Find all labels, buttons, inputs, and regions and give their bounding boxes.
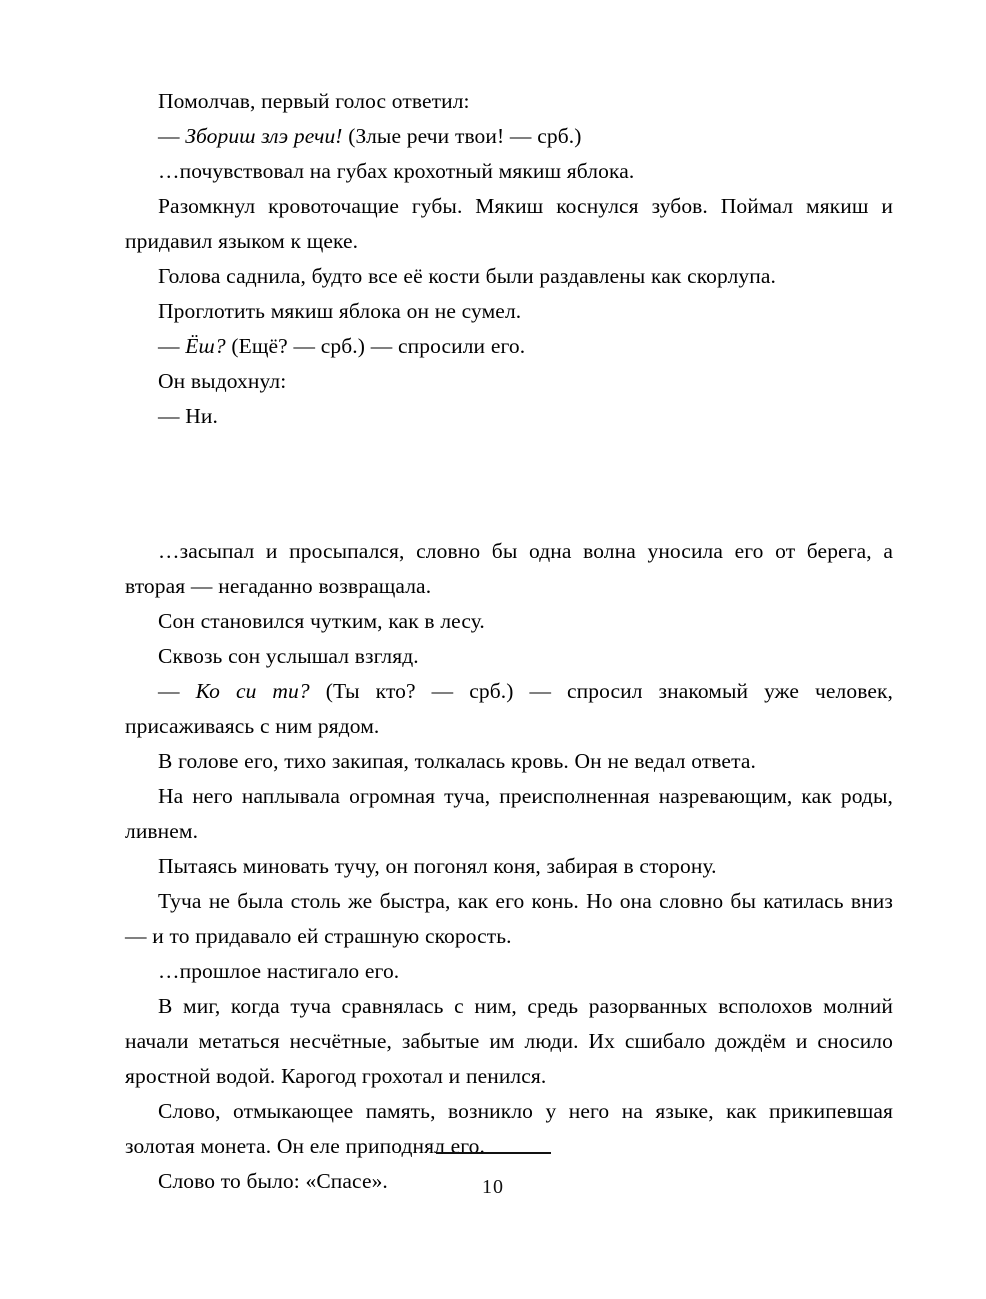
footer-divider-rule <box>436 1152 551 1154</box>
text-run: На него наплывала огромная туча, преисполненная назревающим, как роды, ливнем. <box>125 784 893 843</box>
text-run: Разомкнул кровоточащие губы. Мякиш коснулся зубов. Поймал мякиш и придавил языком к щеке. <box>125 194 893 253</box>
paragraph <box>125 259 893 294</box>
text-run: …засыпал и просыпался, словно бы одна волна уносила его от берега, а вторая — негаданно возвращала. <box>125 539 893 598</box>
page-footer <box>0 1152 986 1198</box>
paragraph <box>125 989 893 1094</box>
paragraph <box>125 84 893 119</box>
text-run: — <box>158 124 186 148</box>
text-run: — <box>158 334 186 358</box>
paragraph <box>125 294 893 329</box>
italic-phrase: Ёш? <box>185 334 226 358</box>
paragraph <box>125 534 893 604</box>
paragraph <box>125 364 893 399</box>
paragraph <box>125 189 893 259</box>
paragraph-dialogue-serbian <box>125 119 893 154</box>
text-run: (Злые речи твои! — срб.) <box>342 124 582 148</box>
text-run: Сон становился чутким, как в лесу. <box>158 609 485 633</box>
text-run: В голове его, тихо закипая, толкалась кровь. Он не ведал ответа. <box>158 749 756 773</box>
text-run: …прошлое настигало его. <box>158 959 400 983</box>
scene-break <box>125 434 893 534</box>
text-run: Он выдохнул: <box>158 369 287 393</box>
page-number: 10 <box>482 1176 504 1198</box>
text-section-two <box>125 534 893 1199</box>
text-run: — <box>158 679 196 703</box>
italic-phrase: Збориш злэ речи! <box>185 124 343 148</box>
paragraph <box>125 779 893 849</box>
paragraph-dialogue-serbian <box>125 674 893 744</box>
text-run: Слово, отмыкающее память, возникло у него на языке, как прикипевшая золотая монета. Он еле приподнял его. <box>125 1099 893 1158</box>
paragraph <box>125 884 893 954</box>
text-run: В миг, когда туча сравнялась с ним, средь разорванных всполохов молний начали метаться несчётные, забытые им люди. Их сшибало дождём и сносило яростной водой. Карогод грохотал и пенился. <box>125 994 893 1088</box>
paragraph <box>125 154 893 189</box>
paragraph <box>125 744 893 779</box>
paragraph <box>125 604 893 639</box>
paragraph <box>125 639 893 674</box>
text-run: (Ещё? — срб.) — спросили его. <box>225 334 526 358</box>
paragraph <box>125 849 893 884</box>
text-run: Сквозь сон услышал взгляд. <box>158 644 419 668</box>
text-run: Пытаясь миновать тучу, он погонял коня, забирая в сторону. <box>158 854 717 878</box>
paragraph <box>125 954 893 989</box>
text-run: …почувствовал на губах крохотный мякиш яблока. <box>158 159 635 183</box>
text-run: Проглотить мякиш яблока он не сумел. <box>158 299 522 323</box>
text-run: Голова саднила, будто все её кости были раздавлены как скорлупа. <box>158 264 776 288</box>
text-run: Туча не была столь же быстра, как его конь. Но она словно бы катилась вниз — и то придавало ей страшную скорость. <box>125 889 893 948</box>
text-run: (Ты кто? — срб.) — спросил знакомый уже человек, присаживаясь с ним рядом. <box>125 679 893 738</box>
paragraph <box>125 399 893 434</box>
text-run: — Ни. <box>158 404 218 428</box>
italic-phrase: Ко си ти? <box>195 679 310 703</box>
paragraph-dialogue-serbian <box>125 329 893 364</box>
body-text-column <box>125 84 893 1199</box>
text-run: Слово то было: «Спасе». <box>158 1169 388 1193</box>
text-run: Помолчав, первый голос ответил: <box>158 89 470 113</box>
text-section-one <box>125 84 893 434</box>
